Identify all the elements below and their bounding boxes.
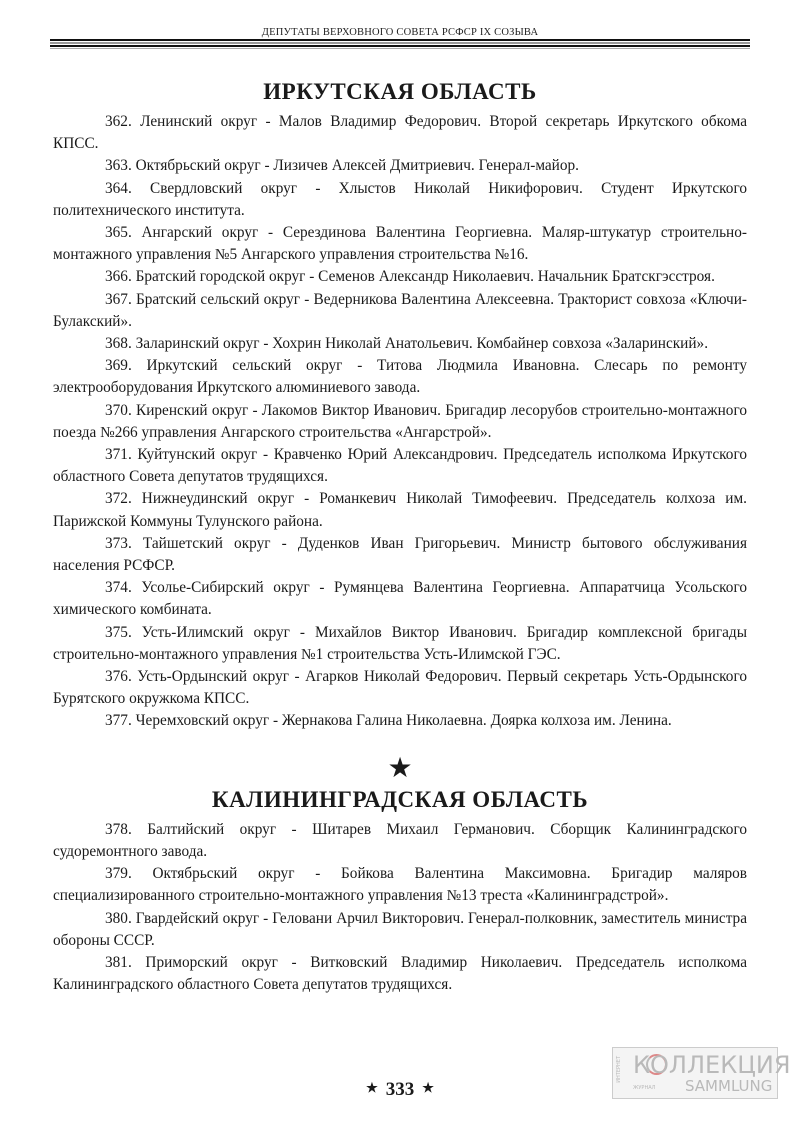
list-item: 373. Тайшетский округ - Дуденков Иван Григорьевич. Министр бытового обслуживания населения РСФСР. [53,534,747,575]
watermark-small-text: ЖУРНАЛ [633,1085,656,1091]
list-item: 381. Приморский округ - Витковский Владимир Николаевич. Председатель исполкома Калининградского областного Совета депутатов трудящихся. [53,953,747,994]
list-item: 367. Братский сельский округ - Ведерникова Валентина Алексеевна. Тракторист совхоза «Ключи-Булакский». [53,290,747,330]
list-item: 376. Усть-Ордынский округ - Агарков Николай Федорович. Первый секретарь Усть-Ордынского Бурятского окружкома КПСС. [53,668,747,708]
star-icon: ★ [422,1080,434,1095]
watermark-side-text: ИНТЕРНЕТ [616,1056,622,1083]
list-item: 362. Ленинский округ - Малов Владимир Федорович. Второй секретарь Иркутского обкома КПСС. [53,113,747,153]
list-item: 365. Ангарский округ - Серездинова Валентина Георгиевна. Маляр-штукатур строительно-монтажного управления №5 Ангарского управления строительства №16. [53,224,747,264]
page-content [53,0,747,996]
list-item: 372. Нижнеудинский округ - Романкевич Николай Тимофеевич. Председатель колхоза им. Парижской Коммуны Тулунского района. [53,490,747,530]
star-icon: ★ [387,752,413,784]
section-title-irkutsk: ИРКУТСКАЯ ОБЛАСТЬ [263,79,537,104]
list-item: 378. Балтийский округ - Шитарев Михаил Германович. Сборщик Калининградского судоремонтного завода. [53,820,747,860]
deputy-list-irkutsk [53,111,747,733]
section-title-kaliningrad: КАЛИНИНГРАДСКАЯ ОБЛАСТЬ [211,786,589,812]
list-item: 375. Усть-Илимский округ - Михайлов Виктор Иванович. Бригадир комплексной бригады строительно-монтажного управления №1 строительства Усть-Илимской ГЭС. [53,623,747,663]
watermark-logo [612,1047,791,1099]
running-head: ДЕПУТАТЫ ВЕРХОВНОГО СОВЕТА РСФСР IX СОЗЫВА [261,27,539,38]
list-item: 374. Усолье-Сибирский округ - Румянцева Валентина Георгиевна. Аппаратчица Усольского химического комбината. [53,579,747,619]
star-icon: ★ [366,1080,378,1095]
list-item: 368. Заларинский округ - Хохрин Николай Анатольевич. Комбайнер совхоза «Заларинский». [105,335,709,353]
list-item: 380. Гвардейский округ - Геловани Арчил Викторович. Генерал-полковник, заместитель министра обороны СССР. [53,909,747,949]
deputy-list-kaliningrad [53,819,747,997]
list-item: 363. Октябрьский округ - Лизичев Алексей Дмитриевич. Генерал-майор. [105,157,579,175]
list-item: 369. Иркутский сельский округ - Титова Людмила Ивановна. Слесарь по ремонту электрооборудования Иркутского алюминиевого завода. [53,357,747,397]
list-item: 377. Черемховский округ - Жернакова Галина Николаевна. Доярка колхоза им. Ленина. [105,712,672,730]
list-item: 379. Октябрьский округ - Бойкова Валентина Максимовна. Бригадир маляров специализированного строительно-монтажного управления №13 треста «Калининградстрой». [53,865,747,905]
watermark-subtitle: SAMMLUNG [685,1077,773,1095]
page-number: 333 [385,1079,415,1100]
list-item: 371. Куйтунский округ - Кравченко Юрий Александрович. Председатель исполкома Иркутского областного Совета депутатов трудящихся. [53,446,747,486]
list-item: 364. Свердловский округ - Хлыстов Николай Никифорович. Студент Иркутского политехнического института. [53,179,747,219]
watermark-title: КОЛЛЕКЦИЯ [633,1051,791,1079]
list-item: 366. Братский городской округ - Семенов Александр Николаевич. Начальник Братскгэсстроя. [105,268,715,286]
list-item: 370. Киренский округ - Лакомов Виктор Иванович. Бригадир лесорубов строительно-монтажного поезда №266 управления Ангарского строительства «Ангарстрой». [53,401,747,441]
